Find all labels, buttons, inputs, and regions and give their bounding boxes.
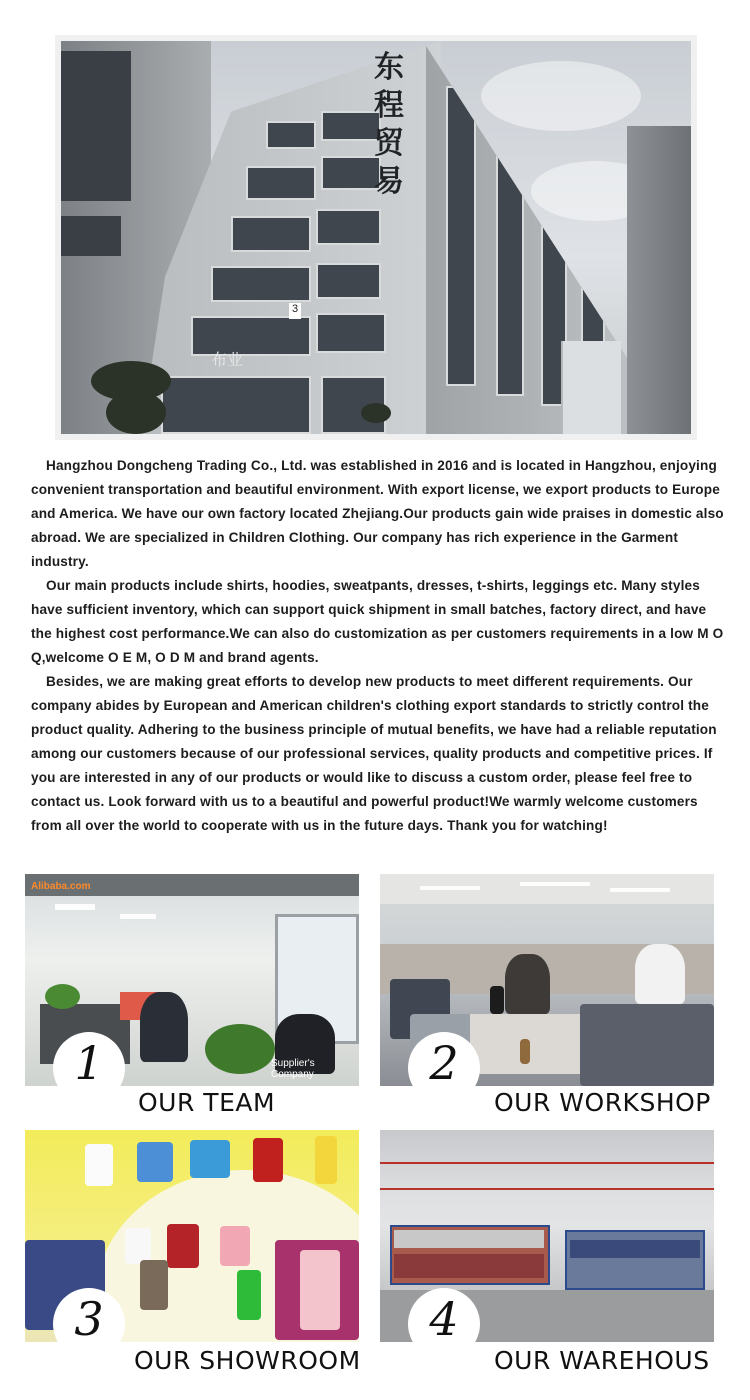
showroom-photo [25,1130,359,1342]
caption-team: OUR TEAM [138,1088,276,1117]
alibaba-watermark: Alibaba.com [31,881,91,892]
company-introduction [31,454,731,838]
intro-paragraph-2: Our main products include shirts, hoodies, sweatpants, dresses, t-shirts, leggings etc. Many styles have sufficient inventory, which can support quick shipment in small batches, factory direct, and have the highest cost performance.We can also do customization as per customers requirements in a low M O Q,welcome O E M, O D M and brand agents. [31,578,724,665]
number-badge: 1 [53,1032,125,1086]
workshop-photo [380,874,714,1086]
caption-workshop: OUR WORKSHOP [494,1088,711,1117]
supplier-watermark: Supplier's Company [271,1058,315,1080]
team-photo [25,874,359,1086]
number-badge: 3 [53,1288,125,1342]
warehouse-photo [380,1130,714,1342]
shop-sign: 布业 [211,350,244,369]
caption-warehouse: OUR WAREHOUS [494,1346,710,1375]
intro-paragraph-3: Besides, we are making great efforts to develop new products to meet different requirements. Our company abides by European and American children's clothing export standards to strictly control the product quality. Adhering to the business principle of mutual benefits, we have had a reliable reputation among our customers because of our professional services, quality products and competitive prices. If you are interested in any of our products or would like to discuss a custom order, please feel free to contact us. Look forward with us to a beautiful and powerful product!We warmly welcome customers from all over the world to cooperate with us in the future days. Thank you for watching! [31,674,717,833]
company-building-photo [55,35,697,440]
number-badge: 2 [408,1032,480,1086]
intro-paragraph-1: Hangzhou Dongcheng Trading Co., Ltd. was established in 2016 and is located in Hangzhou, enjoying convenient transportation and beautiful environment. With export license, we export products to Europe and America. We have our own factory located Zhejiang.Our products gain wide praises in domestic also abroad. We are specialized in Children Clothing. Our company has rich experience in the Garment industry. [31,458,724,569]
caption-showroom: OUR SHOWROOM [134,1346,361,1375]
floor-number: 3 [289,303,301,319]
number-badge: 4 [408,1288,480,1342]
building-sign: 东程贸易 [374,50,404,199]
